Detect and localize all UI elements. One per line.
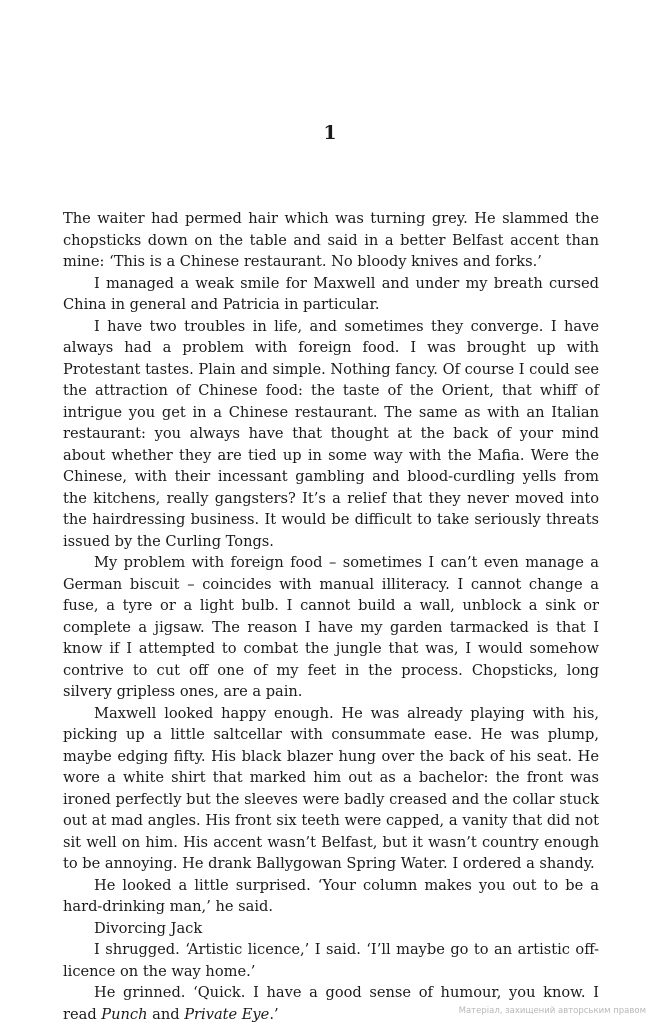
copyright-watermark: Матеріал, захищений авторським правом <box>458 1006 646 1016</box>
paragraph-text: The waiter had permed hair which was turning grey. He slammed the chopsticks down on the table and said in a better Belfast accent than mine: ‘This is a Chinese restaurant. No bloody knives and forks.’ <box>63 210 599 270</box>
paragraph-text: I shrugged. ‘Artistic licence,’ I said. ‘I’ll maybe go to an artistic off-licence on the way home.’ <box>63 941 599 980</box>
italic-title: Private Eye <box>184 1005 270 1023</box>
paragraph <box>63 208 599 273</box>
paragraph-text: .’ <box>269 1005 279 1023</box>
paragraph <box>63 552 599 703</box>
paragraph-text: He grinned. ‘Quick. I have a good sense of humour, you know. I read <box>63 984 599 1023</box>
paragraph-text: I have two troubles in life, and sometimes they converge. I have always had a problem with foreign food. I was brought up with Protestant tastes. Plain and simple. Nothing fancy. Of course I could see the attraction of Chinese food: the taste of the Orient, that whiff of intrigue you get in a Chinese restaurant. The same as with an Italian restaurant: you always have that thought at the back of your mind about whether they are tied up in some way with the Mafia. Were the Chinese, with their incessant gambling and blood-curdling yells from the kitchens, really gangsters? It’s a relief that they never moved into the hairdressing business. It would be difficult to take seriously threats issued by the Curling Tongs. <box>63 317 599 550</box>
paragraph <box>63 875 599 918</box>
paragraph-text: and <box>147 1005 185 1023</box>
paragraph <box>63 273 599 316</box>
chapter-number: 1 <box>323 122 337 144</box>
paragraph-text: Divorcing Jack <box>94 919 203 937</box>
paragraph-text: I managed a weak smile for Maxwell and under my breath cursed China in general and Patricia in particular. <box>63 274 599 313</box>
paragraph <box>63 918 599 940</box>
body-text <box>63 208 599 1025</box>
paragraph-text: Maxwell looked happy enough. He was already playing with his, picking up a little saltcellar with consummate ease. He was plump, maybe edging fifty. His black blazer hung over the back of his seat. He wore a white shirt that marked him out as a bachelor: the front was ironed perfectly but the sleeves were badly creased and the collar stuck out at mad angles. His front six teeth were capped, a vanity that did not sit well on him. His accent wasn’t Belfast, but it wasn’t country enough to be annoying. He drank Ballygowan Spring Water. I ordered a shandy. <box>63 704 599 872</box>
paragraph <box>63 316 599 553</box>
paragraph-text: My problem with foreign food – sometimes I can’t even manage a German biscuit – coincides with manual illiteracy. I cannot change a fuse, a tyre or a light bulb. I cannot build a wall, unblock a sink or complete a jigsaw. The reason I have my garden tarmacked is that I know if I attempted to combat the jungle that was, I would somehow contrive to cut off one of my feet in the process. Chopsticks, long silvery gripless ones, are a pain. <box>63 554 599 700</box>
italic-title: Punch <box>101 1005 148 1023</box>
paragraph <box>63 703 599 875</box>
paragraph <box>63 939 599 982</box>
paragraph-text: He looked a little surprised. ‘Your column makes you out to be a hard-drinking man,’ he said. <box>63 876 599 915</box>
paragraph <box>63 982 599 1025</box>
